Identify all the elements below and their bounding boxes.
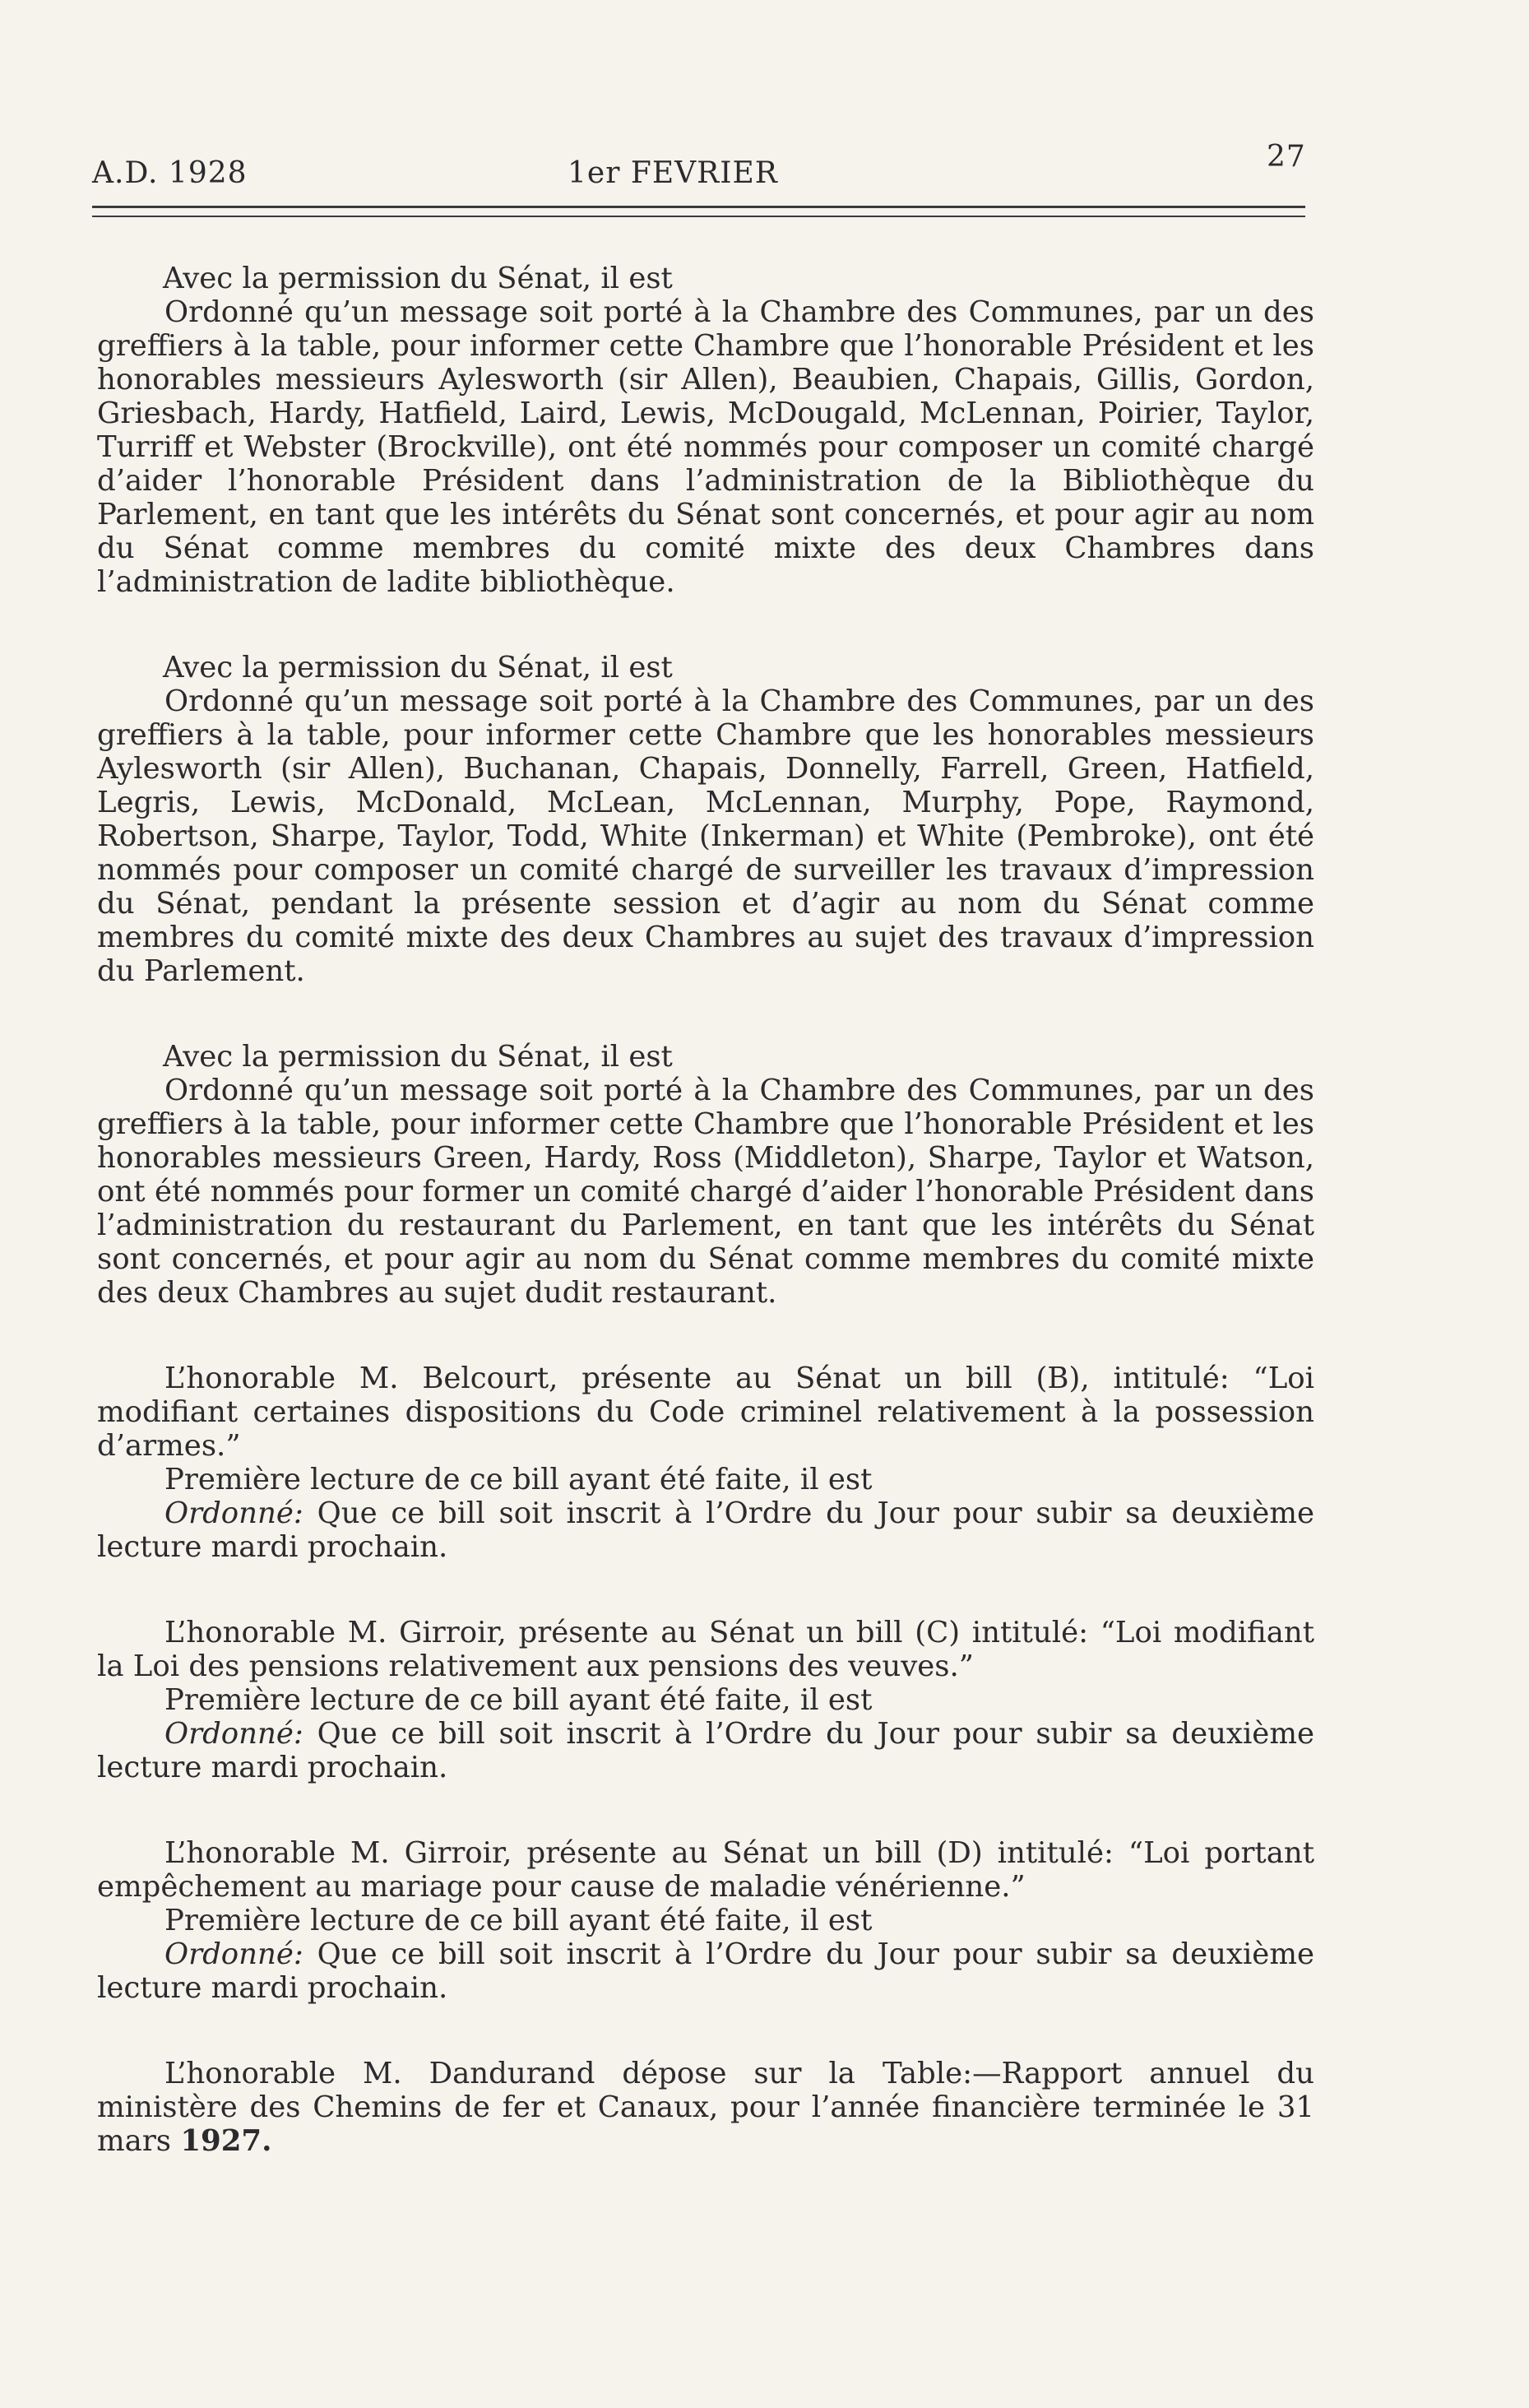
header-year: A.D. 1928 [92,156,248,190]
entry-3-body: Ordonné qu’un message soit porté à la Chambre des Communes, par un des greffiers à la table, pour informer cette Chambre que l’honorable Président et les honorables messieurs Green, Hardy, Ross (Middleton), Sharpe, Taylor et Watson, ont été nommés pour former un comité chargé d’aider l’honorable Président dans l’administration du restaurant du Parlement, en tant que les intérêts du Sénat sont concernés, et pour agir au nom du Sénat comme membres du comité mixte des deux Chambres au sujet dudit restaurant. [97,1074,1314,1310]
bill-c-presentation: L’honorable M. Girroir, présente au Sénat un bill (C) intitulé: “Loi modifiant la Loi des pensions relativement aux pensions des veuves.” [97,1616,1314,1683]
bill-d-presentation: L’honorable M. Girroir, présente au Sénat un bill (D) intitulé: “Loi portant empêchement au mariage pour cause de maladie vénérienne.” [97,1836,1314,1904]
bill-b-reading: Première lecture de ce bill ayant été faite, il est [164,1463,873,1496]
entry-2-body: Ordonné qu’un message soit porté à la Chambre des Communes, par un des greffiers à la table, pour informer cette Chambre que les honorables messieurs Aylesworth (sir Allen), Buchanan, Chapais, Donnelly, Farrell, Green, Hatfield, Legris, Lewis, McDonald, McLean, McLennan, Murphy, Pope, Raymond, Robertson, Sharpe, Taylor, Todd, White (Inkerman) et White (Pembroke), ont été nommés pour composer un comité chargé de surveiller les travaux d’impression du Sénat, pendant la présente session et d’agir au nom du Sénat comme membres du comité mixte des deux Chambres au sujet des travaux d’impression du Parlement. [97,684,1314,988]
page-number: 27 [1267,140,1306,174]
bill-b-order [97,1496,1314,1564]
document-body [97,262,1314,2158]
tabling-paragraph [97,2057,1314,2158]
header-rule-bottom [92,216,1305,217]
bill-d-order-label: Ordonné: [164,1937,303,1971]
tabling-year: 1927. [180,2124,272,2158]
tabling-text: L’honorable M. Dandurand dépose sur la Table:—Rapport annuel du ministère des Chemins de fer et Canaux, pour l’année financière terminée le 31 mars [97,2057,1314,2158]
entry-1-body: Ordonné qu’un message soit porté à la Chambre des Communes, par un des greffiers à la table, pour informer cette Chambre que l’honorable Président et les honorables messieurs Aylesworth (sir Allen), Beaubien, Chapais, Gillis, Gordon, Griesbach, Hardy, Hatfield, Laird, Lewis, McDougald, McLennan, Poirier, Taylor, Turriff et Webster (Brockville), ont été nommés pour composer un comité chargé d’aider l’honorable Président dans l’administration de la Bibliothèque du Parlement, en tant que les intérêts du Sénat sont concernés, et pour agir au nom du Sénat comme membres du comité mixte des deux Chambres dans l’administration de ladite bibliothèque. [97,295,1314,599]
entry-1-intro: Avec la permission du Sénat, il est [163,262,673,295]
bill-d-order-text: Que ce bill soit inscrit à l’Ordre du Jour pour subir sa deuxième lecture mardi prochain. [97,1937,1314,2005]
bill-b-presentation: L’honorable M. Belcourt, présente au Sénat un bill (B), intitulé: “Loi modifiant certaines dispositions du Code criminel relativement à la possession d’armes.” [97,1362,1314,1463]
header-rule-top [92,206,1305,208]
bill-c-order-text: Que ce bill soit inscrit à l’Ordre du Jour pour subir sa deuxième lecture mardi prochain. [97,1717,1314,1784]
bill-b-order-text: Que ce bill soit inscrit à l’Ordre du Jour pour subir sa deuxième lecture mardi prochain. [97,1496,1314,1564]
bill-d-reading: Première lecture de ce bill ayant été faite, il est [164,1904,873,1937]
bill-b-order-label: Ordonné: [164,1496,303,1530]
header-date: 1er FEVRIER [568,156,778,190]
entry-3-intro: Avec la permission du Sénat, il est [163,1040,673,1074]
bill-c-order [97,1717,1314,1784]
bill-d-order [97,1937,1314,2005]
bill-c-reading: Première lecture de ce bill ayant été faite, il est [164,1683,873,1717]
bill-c-order-label: Ordonné: [164,1717,303,1751]
entry-2-intro: Avec la permission du Sénat, il est [163,651,673,684]
